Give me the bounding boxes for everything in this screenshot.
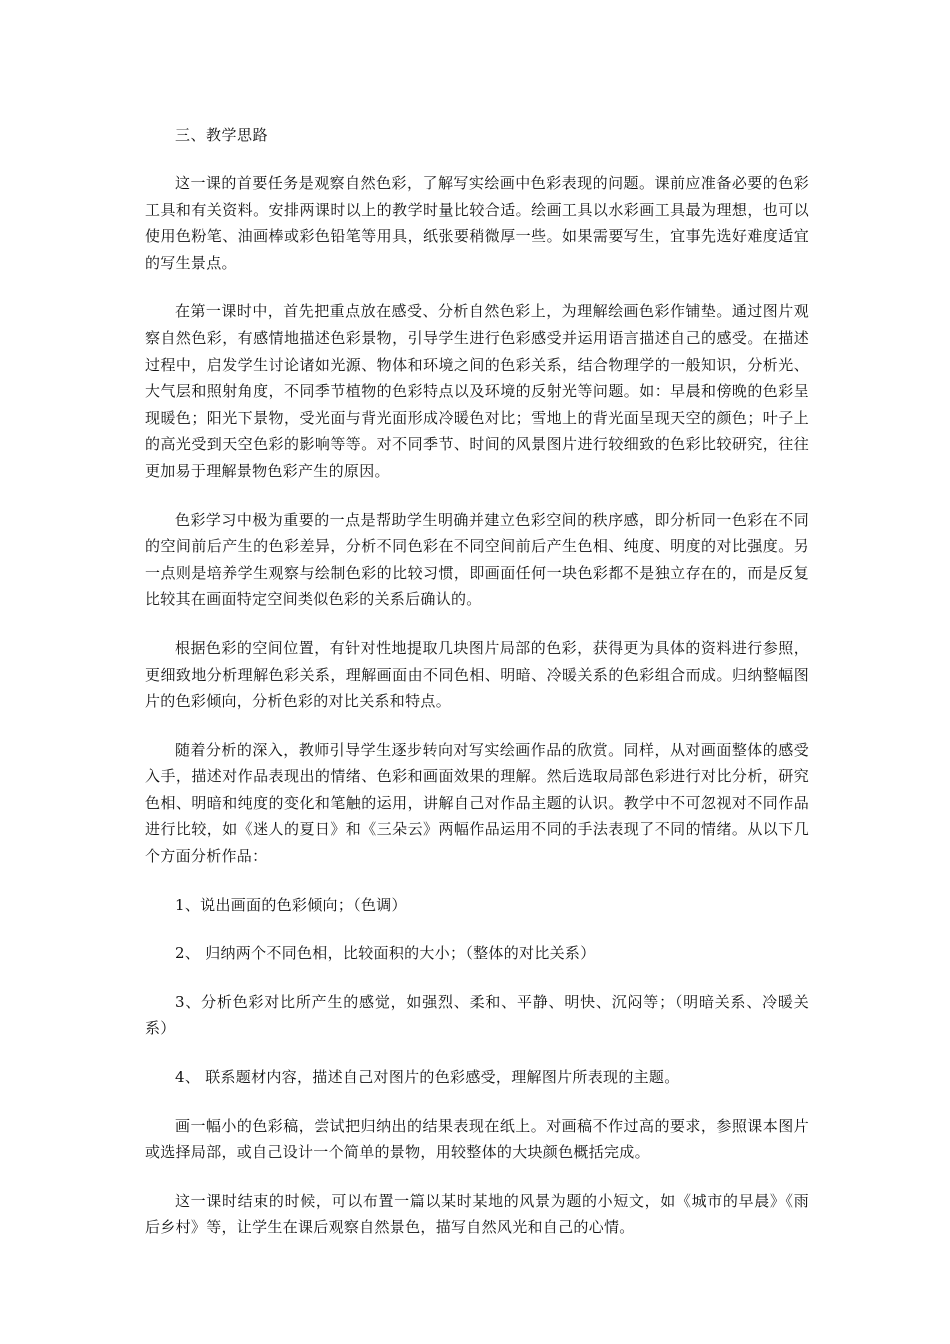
list-item-3: 3、分析色彩对比所产生的感觉，如强烈、柔和、平静、明快、沉闷等；（明暗关系、冷暖关系） [145,992,809,1038]
document-page [145,122,809,1263]
paragraph-artwork-analysis: 随着分析的深入，教师引导学生逐步转向对写实绘画作品的欣赏。同样，从对画面整体的感受入手，描述对作品表现出的情绪、色彩和画面效果的理解。然后选取局部色彩进行对比分析，研究色相、明暗和纯度的变化和笔触的运用，讲解自己对作品主题的认识。教学中不可忽视对不同作品进行比较，如《迷人的夏日》和《三朵云》两幅作品运用不同的手法表现了不同的情绪。从以下几个方面分析作品： [145,740,809,866]
paragraph-color-sketch: 画一幅小的色彩稿，尝试把归纳出的结果表现在纸上。对画稿不作过高的要求，参照课本图片或选择局部，或自己设计一个简单的景物，用较整体的大块颜色概括完成。 [145,1116,809,1162]
list-item-2: 2、 归纳两个不同色相，比较面积的大小；（整体的对比关系） [175,944,596,963]
list-item-1: 1、说出画面的色彩倾向；（色调） [175,895,407,914]
paragraph-homework: 这一课时结束的时候，可以布置一篇以某时某地的风景为题的小短文，如《城市的早晨》《雨后乡村》等，让学生在课后观察自然景色，描写自然风光和自己的心情。 [145,1191,809,1237]
paragraph-first-lesson: 在第一课时中，首先把重点放在感受、分析自然色彩上，为理解绘画色彩作铺垫。通过图片观察自然色彩，有感情地描述色彩景物，引导学生进行色彩感受并运用语言描述自己的感受。在描述过程中，启发学生讨论诸如光源、物体和环境之间的色彩关系，结合物理学的一般知识，分析光、大气层和照射角度，不同季节植物的色彩特点以及环境的反射光等问题。如：早晨和傍晚的色彩呈现暖色；阳光下景物，受光面与背光面形成冷暖色对比；雪地上的背光面呈现天空的颜色；叶子上的高光受到天空色彩的影响等等。对不同季节、时间的风景图片进行较细致的色彩比较研究，往往更加易于理解景物色彩产生的原因。 [145,302,809,480]
paragraph-color-space: 色彩学习中极为重要的一点是帮助学生明确并建立色彩空间的秩序感，即分析同一色彩在不同的空间前后产生的色彩差异，分析不同色彩在不同空间前后产生色相、纯度、明度的对比强度。另一点则是培养学生观察与绘制色彩的比较习惯，即画面任何一块色彩都不是独立存在的，而是反复比较其在画面特定空间类似色彩的关系后确认的。 [145,510,809,609]
paragraph-overview: 这一课的首要任务是观察自然色彩，了解写实绘画中色彩表现的问题。课前应准备必要的色彩工具和有关资料。安排两课时以上的教学时量比较合适。绘画工具以水彩画工具最为理想，也可以使用色粉笔、油画棒或彩色铅笔等用具，纸张要稍微厚一些。如果需要写生，宜事先选好难度适宜的写生景点。 [145,174,809,272]
section-heading: 三、教学思路 [175,126,269,144]
paragraph-color-position: 根据色彩的空间位置，有针对性地提取几块图片局部的色彩，获得更为具体的资料进行参照，更细致地分析理解色彩关系，理解画面由不同色相、明暗、冷暖关系的色彩组合而成。归纳整幅图片的色彩倾向，分析色彩的对比关系和特点。 [145,638,809,711]
list-item-4: 4、 联系题材内容，描述自己对图片的色彩感受，理解图片所表现的主题。 [175,1068,680,1087]
